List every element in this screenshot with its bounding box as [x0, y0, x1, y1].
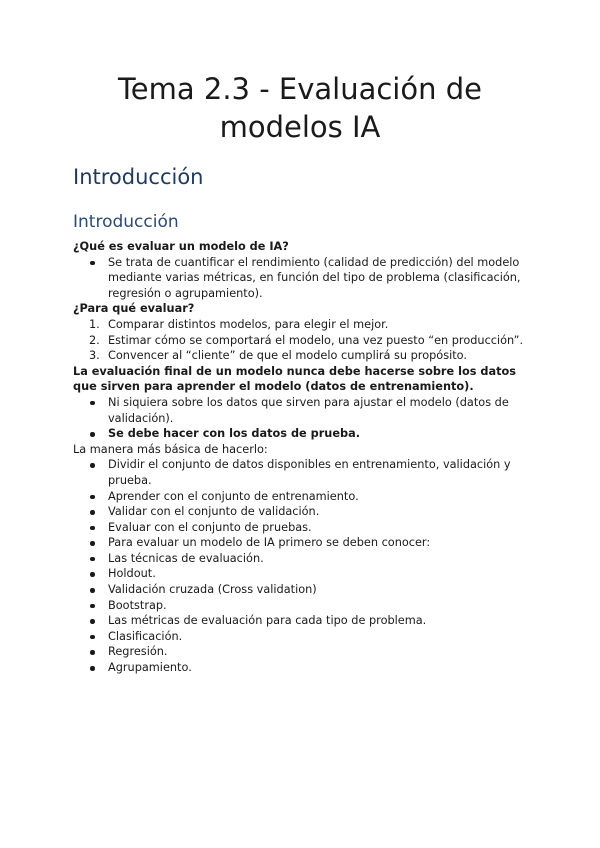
- list-item: Ni siquiera sobre los datos que sirven para ajustar el modelo (datos de validación).: [73, 395, 533, 426]
- list-item: Validar con el conjunto de validación.: [73, 504, 533, 520]
- list-number: 2.: [89, 333, 100, 347]
- list-item: [73, 333, 533, 349]
- list-item: Regresión.: [73, 644, 533, 660]
- list-item: Se trata de cuantificar el rendimiento (calidad de predicción) del modelo mediante varias métricas, en función del tipo de problema (clasificación, regresión o agrupamiento).: [73, 255, 533, 302]
- list-item: Se debe hacer con los datos de prueba.: [73, 426, 533, 442]
- section-heading: Introducción: [73, 165, 204, 189]
- list-item: Clasificación.: [73, 629, 533, 645]
- list-item: Aprender con el conjunto de entrenamiento.: [73, 489, 533, 505]
- question-what-is-evaluation: ¿Qué es evaluar un modelo de IA?: [73, 240, 289, 253]
- document-body: [73, 239, 533, 676]
- list-item: Agrupamiento.: [73, 660, 533, 676]
- question-why-evaluate: ¿Para qué evaluar?: [73, 302, 195, 316]
- numbered-list: [73, 317, 533, 364]
- final-evaluation-statement: La evaluación final de un modelo nunca debe hacerse sobre los datos que sirven para aprender el modelo (datos de entrenamiento).: [73, 364, 516, 394]
- list-item: Dividir el conjunto de datos disponibles en entrenamiento, validación y prueba.: [73, 457, 533, 488]
- subsection-heading: Introducción: [73, 212, 179, 232]
- list-item: Las métricas de evaluación para cada tipo de problema.: [73, 613, 533, 629]
- bullet-list: [73, 395, 533, 442]
- list-item-text: Comparar distintos modelos, para elegir el mejor.: [108, 317, 389, 331]
- list-item: Evaluar con el conjunto de pruebas.: [73, 520, 533, 536]
- basic-method-intro: La manera más básica de hacerlo:: [73, 442, 268, 456]
- list-number: 3.: [89, 349, 100, 363]
- list-item: Bootstrap.: [73, 598, 533, 614]
- list-item-text: Estimar cómo se comportará el modelo, una vez puesto “en producción”.: [108, 333, 524, 347]
- bullet-list: [73, 255, 533, 302]
- list-item: [73, 317, 533, 333]
- list-item: Las técnicas de evaluación.: [73, 551, 533, 567]
- bullet-list: [73, 457, 533, 675]
- list-item: Holdout.: [73, 566, 533, 582]
- list-item: Validación cruzada (Cross validation): [73, 582, 533, 598]
- document-title: Tema 2.3 - Evaluación de modelos IA: [118, 72, 482, 144]
- list-item-text: Convencer al “cliente” de que el modelo cumplirá su propósito.: [108, 349, 467, 363]
- list-item: [73, 348, 533, 364]
- list-number: 1.: [89, 317, 100, 331]
- list-item: Para evaluar un modelo de IA primero se deben conocer:: [73, 535, 533, 551]
